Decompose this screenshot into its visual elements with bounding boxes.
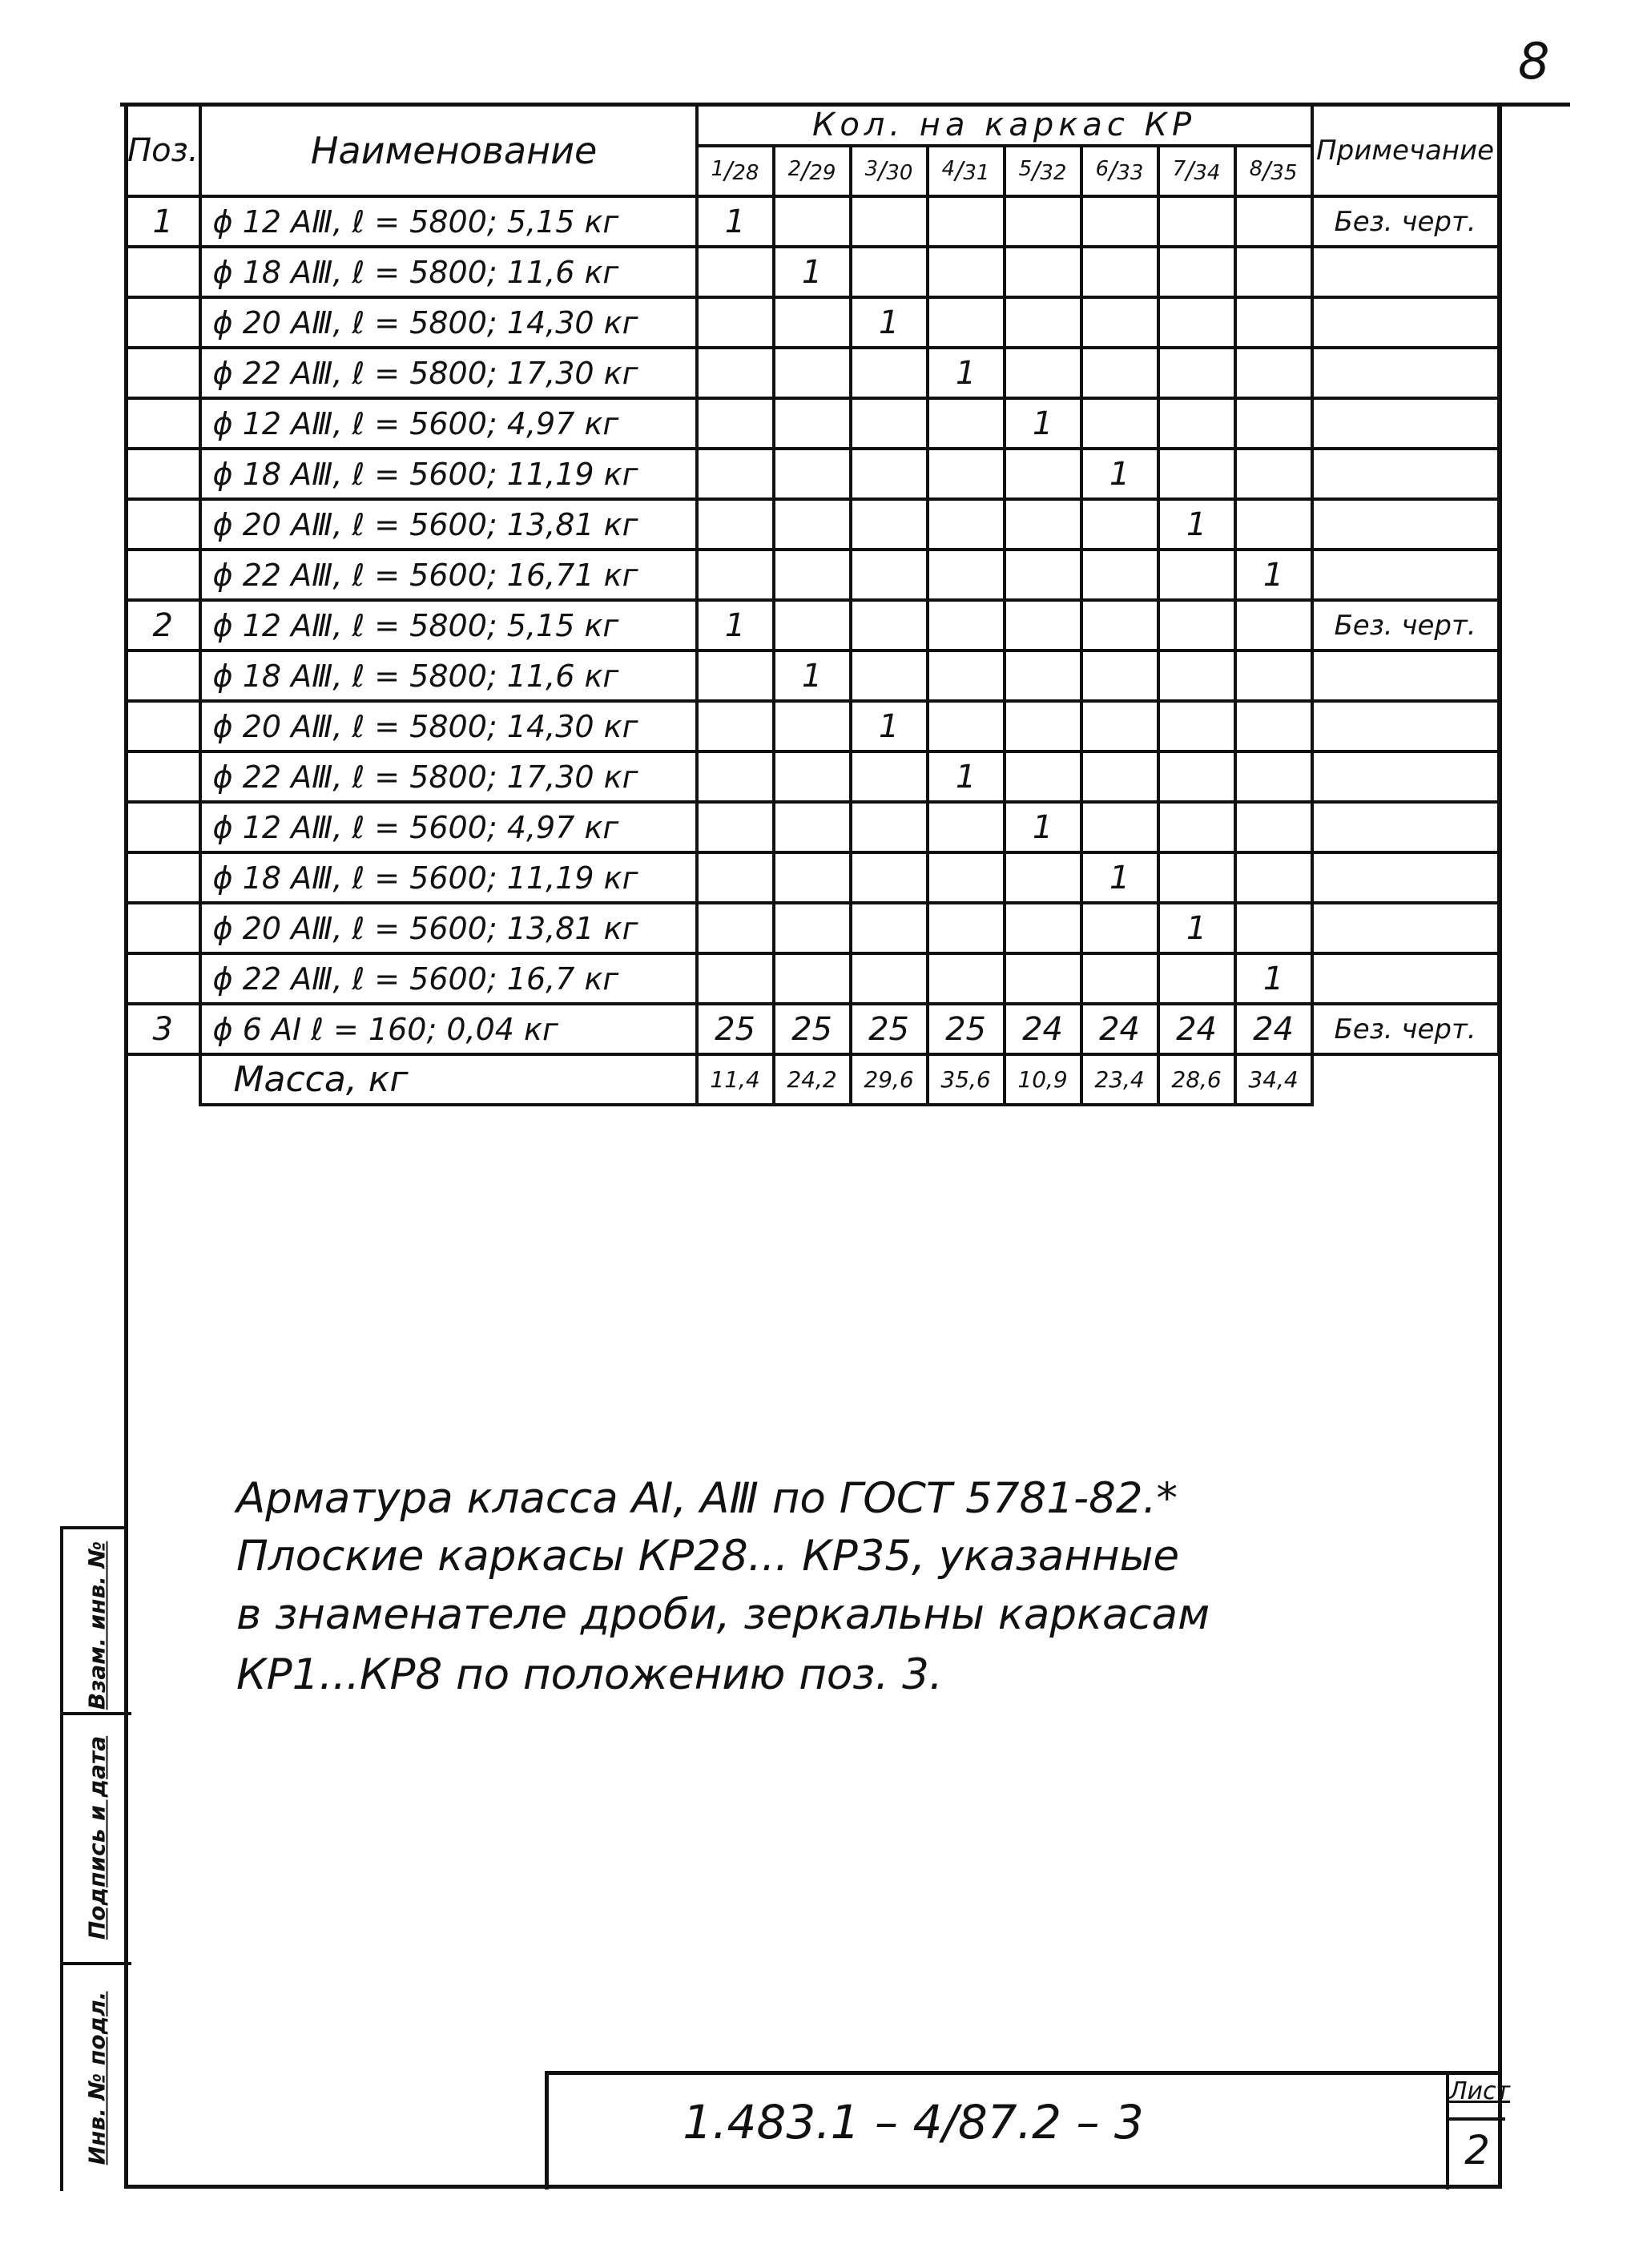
- row-quantity: 1: [928, 348, 1005, 398]
- row-quantity: [928, 196, 1005, 247]
- margin-label-replacement: Взам. инв. №: [83, 1541, 111, 1710]
- row-quantity: [851, 651, 928, 701]
- row-quantity: [697, 247, 774, 297]
- fraction-numerator: 4: [941, 157, 956, 181]
- row-quantity: [1235, 701, 1312, 751]
- row-position: [126, 802, 200, 852]
- table-row: [126, 348, 1499, 398]
- row-note: [1312, 247, 1499, 297]
- row-quantity: 1: [697, 196, 774, 247]
- row-quantity: [851, 852, 928, 903]
- row-quantity: [1081, 651, 1158, 701]
- sheet-number-cell: [1446, 2071, 1511, 2189]
- row-quantity: [1005, 297, 1081, 348]
- row-quantity: [1235, 651, 1312, 701]
- row-position: [126, 499, 200, 550]
- row-quantity: 1: [928, 751, 1005, 802]
- fraction-numerator: 5: [1018, 157, 1033, 181]
- margin-label-inventory: Инв. № подл.: [83, 1991, 111, 2165]
- fraction-numerator: 1: [711, 157, 725, 181]
- row-quantity: 1: [1081, 852, 1158, 903]
- fraction-slash: /: [1032, 157, 1041, 185]
- row-quantity: [928, 550, 1005, 600]
- row-note: [1312, 903, 1499, 953]
- row-quantity: 25: [851, 1004, 928, 1054]
- row-note: [1312, 953, 1499, 1004]
- table-row: [126, 398, 1499, 449]
- row-quantity: [1005, 903, 1081, 953]
- row-quantity: [851, 751, 928, 802]
- row-quantity: [1005, 550, 1081, 600]
- row-quantity: [1005, 701, 1081, 751]
- row-quantity: [697, 802, 774, 852]
- row-name: ϕ 18 AⅢ, ℓ = 5800; 11,6 кг: [200, 247, 697, 297]
- row-quantity: [1235, 802, 1312, 852]
- fraction-denominator: 29: [809, 161, 836, 185]
- row-quantity: [928, 852, 1005, 903]
- row-quantity: [928, 903, 1005, 953]
- table-row: [126, 449, 1499, 499]
- header-fraction-4: [928, 146, 1005, 196]
- fraction-denominator: 33: [1117, 161, 1144, 185]
- row-quantity: 24: [1158, 1004, 1235, 1054]
- row-quantity: [1005, 449, 1081, 499]
- row-position: [126, 751, 200, 802]
- row-quantity: [774, 398, 851, 449]
- row-position: [126, 297, 200, 348]
- row-position: [126, 852, 200, 903]
- row-quantity: [1158, 651, 1235, 701]
- row-note: Без. черт.: [1312, 600, 1499, 651]
- row-quantity: [928, 701, 1005, 751]
- fraction-numerator: 3: [864, 157, 879, 181]
- fraction-denominator: 28: [732, 161, 759, 185]
- row-quantity: [774, 297, 851, 348]
- row-quantity: [1235, 297, 1312, 348]
- margin-stamp-strip: [60, 1526, 128, 2191]
- fraction-numerator: 2: [787, 157, 802, 181]
- row-quantity: [774, 953, 851, 1004]
- strip-divider: [63, 1962, 131, 1965]
- row-quantity: [697, 651, 774, 701]
- row-name: ϕ 12 AⅢ, ℓ = 5800; 5,15 кг: [200, 600, 697, 651]
- row-name: ϕ 20 AⅢ, ℓ = 5600; 13,81 кг: [200, 903, 697, 953]
- row-quantity: [774, 499, 851, 550]
- table-row: [126, 802, 1499, 852]
- row-quantity: 25: [928, 1004, 1005, 1054]
- row-quantity: [697, 903, 774, 953]
- row-position: [126, 449, 200, 499]
- mass-value: 34,4: [1235, 1054, 1312, 1105]
- row-name: ϕ 20 AⅢ, ℓ = 5800; 14,30 кг: [200, 701, 697, 751]
- row-position: 1: [126, 196, 200, 247]
- row-position: 3: [126, 1004, 200, 1054]
- row-quantity: [1158, 953, 1235, 1004]
- note-line-2: Плоские каркасы КР28... КР35, указанные: [236, 1532, 1180, 1581]
- row-quantity: 1: [1158, 499, 1235, 550]
- sheet-divider: [1449, 2117, 1505, 2121]
- row-name: ϕ 12 AⅢ, ℓ = 5800; 5,15 кг: [200, 196, 697, 247]
- row-quantity: [851, 348, 928, 398]
- row-name: ϕ 22 AⅢ, ℓ = 5800; 17,30 кг: [200, 751, 697, 802]
- fraction-denominator: 34: [1194, 161, 1221, 185]
- row-quantity: 1: [1235, 953, 1312, 1004]
- row-name: ϕ 18 AⅢ, ℓ = 5800; 11,6 кг: [200, 651, 697, 701]
- row-quantity: [774, 550, 851, 600]
- row-quantity: [1005, 499, 1081, 550]
- header-quantity-group: Кол. на каркас КР: [697, 104, 1312, 146]
- mass-value: 29,6: [851, 1054, 928, 1105]
- row-position: [126, 247, 200, 297]
- row-quantity: [1081, 953, 1158, 1004]
- fraction-numerator: 8: [1249, 157, 1263, 181]
- header-fraction-5: [1005, 146, 1081, 196]
- row-quantity: [1235, 499, 1312, 550]
- note-line-4: КР1...КР8 по положению поз. 3.: [236, 1650, 943, 1699]
- row-quantity: [697, 348, 774, 398]
- row-quantity: [697, 398, 774, 449]
- row-name: ϕ 6 AⅠ ℓ = 160; 0,04 кг: [200, 1004, 697, 1054]
- row-position: [126, 903, 200, 953]
- row-quantity: [774, 600, 851, 651]
- row-quantity: 1: [1158, 903, 1235, 953]
- row-quantity: [697, 449, 774, 499]
- row-note: [1312, 751, 1499, 802]
- row-note: [1312, 550, 1499, 600]
- row-quantity: [774, 449, 851, 499]
- row-quantity: 24: [1081, 1004, 1158, 1054]
- row-quantity: [1005, 348, 1081, 398]
- row-quantity: [928, 600, 1005, 651]
- row-quantity: [851, 600, 928, 651]
- row-quantity: 1: [1235, 550, 1312, 600]
- row-quantity: [928, 953, 1005, 1004]
- row-quantity: [851, 953, 928, 1004]
- header-row-1: [126, 104, 1499, 146]
- row-note: [1312, 852, 1499, 903]
- fraction-slash: /: [1186, 157, 1194, 185]
- row-name: ϕ 18 AⅢ, ℓ = 5600; 11,19 кг: [200, 852, 697, 903]
- row-quantity: [1158, 348, 1235, 398]
- note-line-1: Арматура класса AⅠ, AⅢ по ГОСТ 5781-82.*: [236, 1474, 1178, 1523]
- row-quantity: [851, 802, 928, 852]
- row-position: [126, 953, 200, 1004]
- row-quantity: [928, 449, 1005, 499]
- row-quantity: [1158, 802, 1235, 852]
- row-position: [126, 651, 200, 701]
- row-quantity: [1081, 348, 1158, 398]
- row-quantity: [697, 297, 774, 348]
- mass-row: [126, 1054, 1499, 1105]
- row-quantity: [928, 802, 1005, 852]
- row-name: ϕ 22 AⅢ, ℓ = 5600; 16,71 кг: [200, 550, 697, 600]
- row-quantity: [1005, 196, 1081, 247]
- row-quantity: [1005, 953, 1081, 1004]
- header-fraction-1: [697, 146, 774, 196]
- sheet-number: 2: [1464, 2127, 1490, 2173]
- row-position: [126, 701, 200, 751]
- row-quantity: [1005, 852, 1081, 903]
- row-quantity: 25: [697, 1004, 774, 1054]
- row-quantity: [697, 852, 774, 903]
- row-quantity: [1081, 600, 1158, 651]
- row-note: Без. черт.: [1312, 1004, 1499, 1054]
- row-quantity: [774, 802, 851, 852]
- row-quantity: [1005, 651, 1081, 701]
- row-name: ϕ 22 AⅢ, ℓ = 5800; 17,30 кг: [200, 348, 697, 398]
- fraction-slash: /: [801, 157, 810, 185]
- row-note: [1312, 701, 1499, 751]
- table-row: [126, 651, 1499, 701]
- row-quantity: [1081, 701, 1158, 751]
- row-quantity: [1235, 449, 1312, 499]
- fraction-denominator: 30: [886, 161, 913, 185]
- row-quantity: [1158, 297, 1235, 348]
- table-row: [126, 297, 1499, 348]
- header-note: Примечание: [1312, 104, 1499, 196]
- row-quantity: 24: [1235, 1004, 1312, 1054]
- row-quantity: [774, 852, 851, 903]
- table-row: [126, 1004, 1499, 1054]
- row-quantity: [1005, 751, 1081, 802]
- row-quantity: [1158, 449, 1235, 499]
- row-quantity: [1081, 398, 1158, 449]
- row-quantity: [851, 550, 928, 600]
- fraction-denominator: 32: [1040, 161, 1067, 185]
- table-row: [126, 550, 1499, 600]
- row-quantity: [1235, 751, 1312, 802]
- table-row: [126, 701, 1499, 751]
- mass-value: 35,6: [928, 1054, 1005, 1105]
- row-note: Без. черт.: [1312, 196, 1499, 247]
- row-quantity: [1235, 247, 1312, 297]
- row-name: ϕ 20 AⅢ, ℓ = 5800; 14,30 кг: [200, 297, 697, 348]
- mass-value: 11,4: [697, 1054, 774, 1105]
- row-quantity: [697, 751, 774, 802]
- mass-row-spacer: [1312, 1054, 1499, 1105]
- row-quantity: [1081, 499, 1158, 550]
- header-fraction-8: [1235, 146, 1312, 196]
- row-quantity: [851, 398, 928, 449]
- row-quantity: [1158, 398, 1235, 449]
- row-quantity: [697, 953, 774, 1004]
- row-position: [126, 398, 200, 449]
- row-quantity: 1: [1005, 802, 1081, 852]
- row-quantity: [851, 499, 928, 550]
- header-fraction-2: [774, 146, 851, 196]
- row-quantity: [697, 701, 774, 751]
- fraction-denominator: 31: [963, 161, 990, 185]
- row-quantity: [1158, 196, 1235, 247]
- fraction-numerator: 6: [1095, 157, 1109, 181]
- margin-label-signature: Подпись и дата: [83, 1735, 111, 1940]
- row-quantity: [1081, 751, 1158, 802]
- page-number: 8: [1518, 32, 1550, 91]
- note-line-3: в знаменателе дроби, зеркальны каркасам: [236, 1590, 1210, 1639]
- mass-value: 10,9: [1005, 1054, 1081, 1105]
- row-quantity: [697, 499, 774, 550]
- row-quantity: [1235, 398, 1312, 449]
- fraction-numerator: 7: [1172, 157, 1186, 181]
- row-quantity: [1158, 852, 1235, 903]
- row-quantity: [1158, 751, 1235, 802]
- row-quantity: [1235, 852, 1312, 903]
- row-quantity: [1158, 247, 1235, 297]
- fraction-denominator: 35: [1271, 161, 1298, 185]
- mass-value: 28,6: [1158, 1054, 1235, 1105]
- table-row: [126, 247, 1499, 297]
- row-name: ϕ 20 AⅢ, ℓ = 5600; 13,81 кг: [200, 499, 697, 550]
- mass-value: 24,2: [774, 1054, 851, 1105]
- row-quantity: [1081, 550, 1158, 600]
- row-name: ϕ 18 AⅢ, ℓ = 5600; 11,19 кг: [200, 449, 697, 499]
- row-quantity: [1158, 600, 1235, 651]
- row-note: [1312, 398, 1499, 449]
- row-quantity: [774, 903, 851, 953]
- row-quantity: [928, 247, 1005, 297]
- row-quantity: [1005, 247, 1081, 297]
- row-quantity: 1: [774, 651, 851, 701]
- row-quantity: [928, 398, 1005, 449]
- row-position: 2: [126, 600, 200, 651]
- row-quantity: [851, 196, 928, 247]
- row-quantity: [1081, 802, 1158, 852]
- row-quantity: [928, 297, 1005, 348]
- row-note: [1312, 348, 1499, 398]
- mass-value: 23,4: [1081, 1054, 1158, 1105]
- row-quantity: [1005, 600, 1081, 651]
- table-row: [126, 953, 1499, 1004]
- mass-row-spacer: [126, 1054, 200, 1105]
- fraction-slash: /: [955, 157, 964, 185]
- row-name: ϕ 12 AⅢ, ℓ = 5600; 4,97 кг: [200, 802, 697, 852]
- row-quantity: [774, 701, 851, 751]
- sheet-label: Лист: [1449, 2077, 1511, 2105]
- table-row: [126, 499, 1499, 550]
- header-fraction-7: [1158, 146, 1235, 196]
- header-name: Наименование: [200, 104, 697, 196]
- row-quantity: [851, 247, 928, 297]
- row-quantity: 1: [697, 600, 774, 651]
- row-quantity: [774, 348, 851, 398]
- fraction-slash: /: [724, 157, 733, 185]
- row-quantity: 1: [1081, 449, 1158, 499]
- row-quantity: [1158, 701, 1235, 751]
- table-row: [126, 751, 1499, 802]
- row-quantity: 24: [1005, 1004, 1081, 1054]
- table-row: [126, 903, 1499, 953]
- document-code: 1.483.1 – 4/87.2 – 3: [683, 2095, 1144, 2149]
- row-quantity: 1: [1005, 398, 1081, 449]
- row-quantity: [851, 449, 928, 499]
- row-quantity: [774, 196, 851, 247]
- row-quantity: [1081, 903, 1158, 953]
- row-quantity: [1081, 297, 1158, 348]
- fraction-slash: /: [1262, 157, 1271, 185]
- row-quantity: [774, 751, 851, 802]
- specification-table: [124, 103, 1500, 1106]
- row-quantity: 1: [774, 247, 851, 297]
- row-quantity: [1158, 550, 1235, 600]
- fraction-slash: /: [1109, 157, 1117, 185]
- header-pos: Поз.: [126, 104, 200, 196]
- table-row: [126, 196, 1499, 247]
- row-name: ϕ 12 AⅢ, ℓ = 5600; 4,97 кг: [200, 398, 697, 449]
- row-quantity: [1081, 196, 1158, 247]
- row-quantity: [1235, 196, 1312, 247]
- header-fraction-6: [1081, 146, 1158, 196]
- row-note: [1312, 449, 1499, 499]
- table-row: [126, 852, 1499, 903]
- row-quantity: [1235, 348, 1312, 398]
- row-note: [1312, 297, 1499, 348]
- row-quantity: [697, 550, 774, 600]
- row-position: [126, 550, 200, 600]
- fraction-slash: /: [878, 157, 887, 185]
- row-quantity: [851, 903, 928, 953]
- mass-label: Масса, кг: [200, 1054, 697, 1105]
- table-row: [126, 600, 1499, 651]
- row-quantity: 1: [851, 701, 928, 751]
- row-quantity: [1235, 903, 1312, 953]
- row-position: [126, 348, 200, 398]
- row-quantity: [928, 651, 1005, 701]
- row-name: ϕ 22 AⅢ, ℓ = 5600; 16,7 кг: [200, 953, 697, 1004]
- row-note: [1312, 499, 1499, 550]
- row-note: [1312, 651, 1499, 701]
- row-quantity: 1: [851, 297, 928, 348]
- row-quantity: [928, 499, 1005, 550]
- strip-divider: [63, 1712, 131, 1715]
- header-fraction-3: [851, 146, 928, 196]
- row-quantity: [1235, 600, 1312, 651]
- row-note: [1312, 802, 1499, 852]
- row-quantity: 25: [774, 1004, 851, 1054]
- row-quantity: [1081, 247, 1158, 297]
